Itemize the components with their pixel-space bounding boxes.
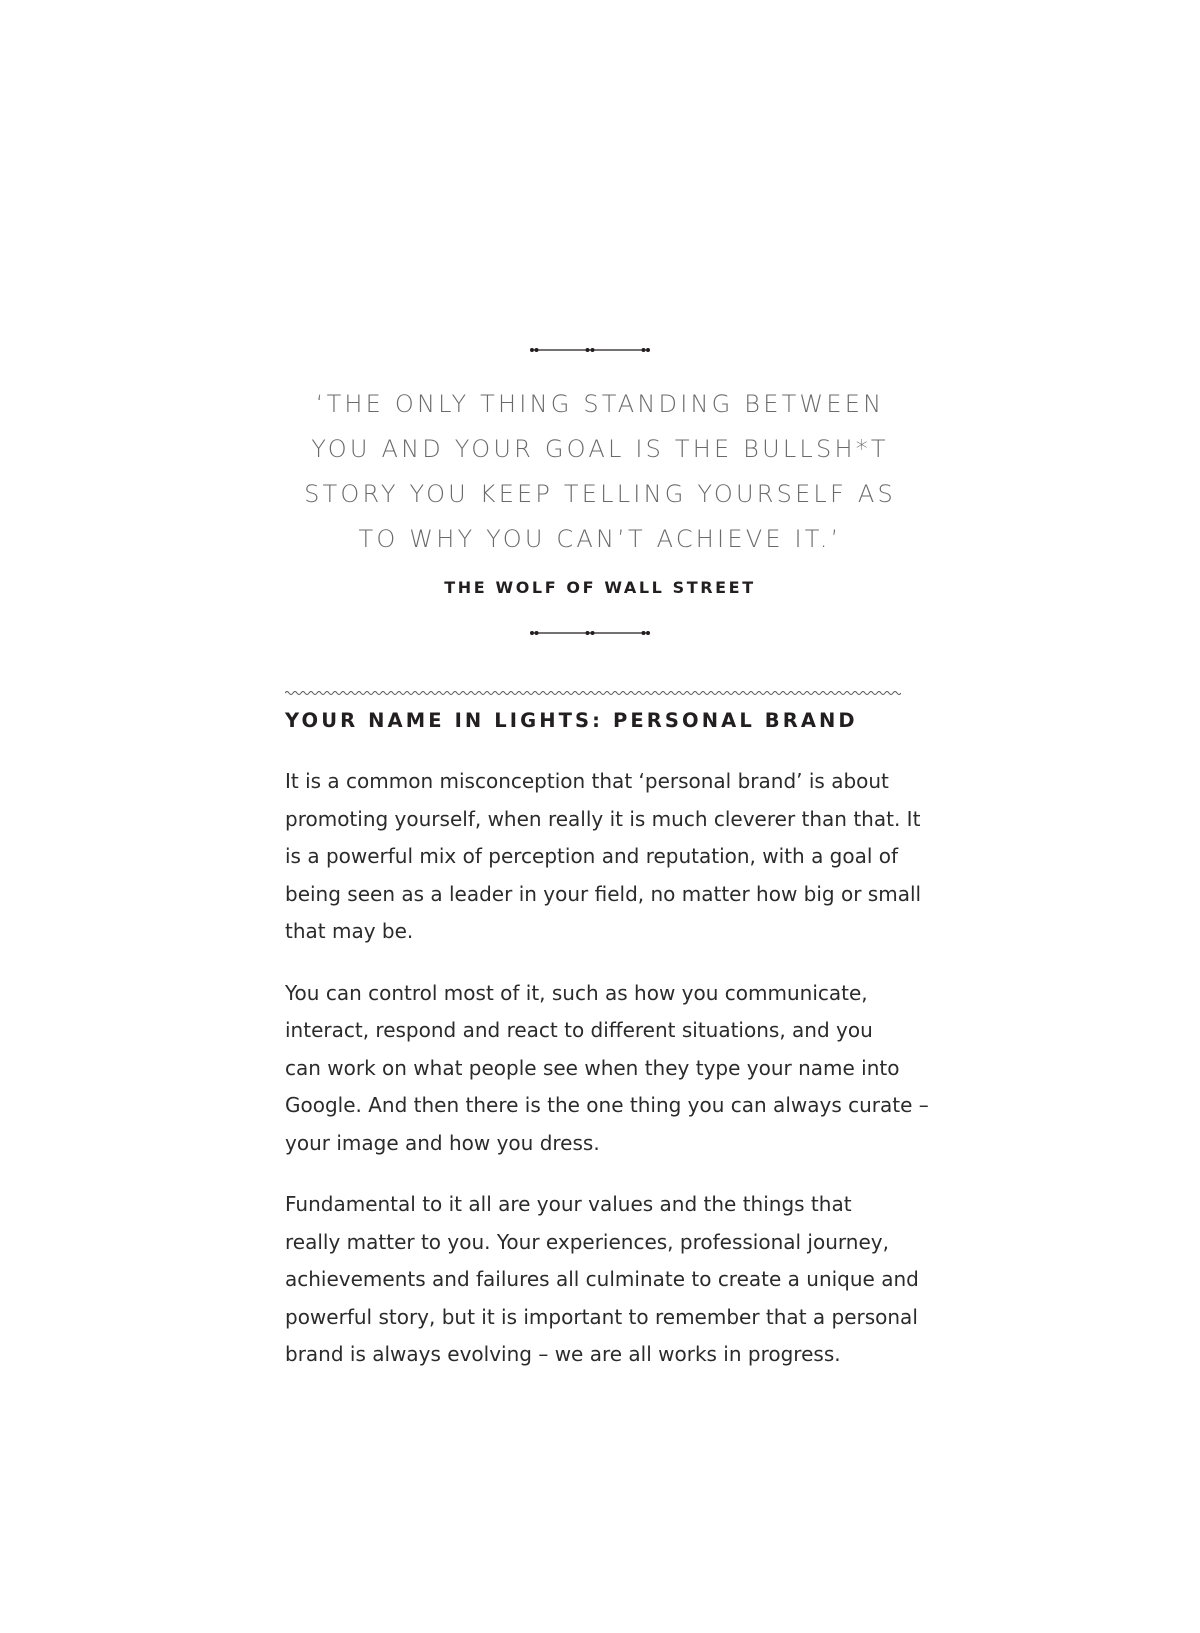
section-heading: YOUR NAME IN LIGHTS: PERSONAL BRAND	[285, 709, 858, 732]
wavy-divider	[285, 689, 901, 697]
text-line: your image and how you dress.	[285, 1130, 600, 1155]
text-line: brand is always evolving – we are all works in progress.	[285, 1342, 841, 1366]
quote-line: YOU AND YOUR GOAL IS THE BULLSH*T	[311, 435, 889, 463]
body-text	[285, 763, 929, 1398]
text-line: Fundamental to it all are your values and the things that	[285, 1192, 852, 1216]
text-line: promoting yourself, when really it is much cleverer than that. It	[285, 806, 921, 831]
text-line: is a powerful mix of perception and reputation, with a goal of	[285, 844, 899, 868]
quote-attribution: THE WOLF OF WALL STREET	[444, 578, 756, 597]
quote-top-ornament	[530, 344, 650, 356]
text-line: It is a common misconception that ‘personal brand’ is about	[285, 769, 889, 793]
text-line: powerful story, but it is important to remember that a personal	[285, 1304, 918, 1329]
pull-quote	[260, 382, 940, 562]
text-line: interact, respond and react to different situations, and you	[285, 1018, 873, 1042]
quote-line: ‘THE ONLY THING STANDING BETWEEN	[315, 390, 885, 418]
text-line: Google. And then there is the one thing you can always curate –	[285, 1093, 929, 1117]
quote-line: TO WHY YOU CAN’T ACHIEVE IT.’	[358, 525, 842, 553]
quote-line: STORY YOU KEEP TELLING YOURSELF AS	[304, 480, 896, 508]
paragraph	[285, 975, 929, 1163]
text-line: achievements and failures all culminate to create a unique and	[285, 1267, 919, 1291]
text-line: being seen as a leader in your field, no matter how big or small	[285, 881, 922, 906]
quote-bottom-ornament	[530, 627, 650, 639]
text-line: really matter to you. Your experiences, professional journey,	[285, 1229, 889, 1254]
text-line: that may be.	[285, 919, 414, 943]
paragraph	[285, 763, 925, 951]
text-line: can work on what people see when they type your name into	[285, 1055, 900, 1080]
paragraph	[285, 1186, 925, 1374]
text-line: You can control most of it, such as how you communicate,	[285, 980, 868, 1005]
